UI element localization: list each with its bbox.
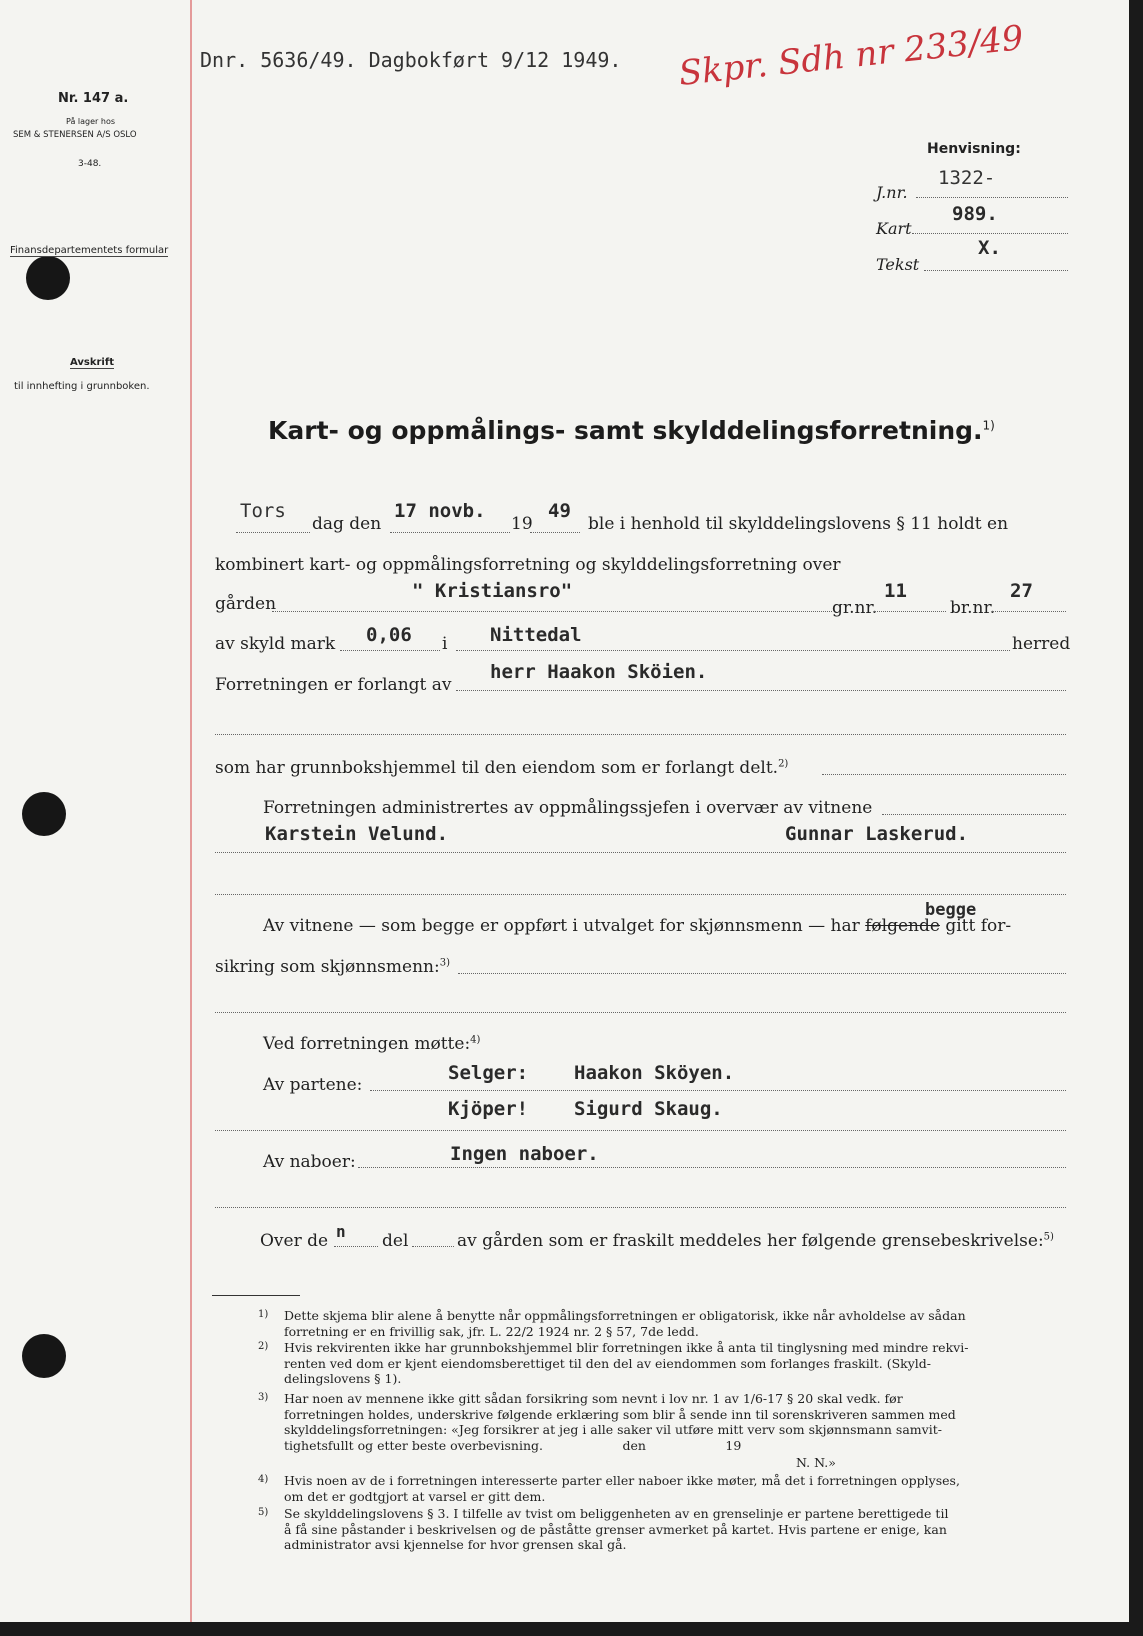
scan-edge-right	[1129, 0, 1143, 1636]
kart-label: Kart	[876, 219, 912, 238]
struck-word: følgende	[865, 916, 940, 936]
buyer-name: Sigurd Skaug.	[574, 1098, 723, 1120]
footnote-3: Har noen av mennene ikke gitt sådan forsikring som nevnt i lov nr. 1 av 1/6-17 § 20 skal vedk. før forretningen holdes, underskrive følgende erklæring som blir å sende inn til sorenskriveren sammen med skylddelingsforretningen: «Jeg forsikrer at jeg i alle saker vil utføre mitt verv som skjønnsmann samvit- tighetsfullt og etter beste overbevisning. den 19	[284, 1391, 956, 1453]
punch-hole	[22, 1334, 66, 1378]
jnr-value: 1322-	[938, 167, 996, 189]
over-text-a: Over de	[260, 1231, 329, 1251]
footnote-4: Hvis noen av de i forretningen interesserte parter eller naboer ikke møter, må det i forretningen opplyses, om det er godtgjort at varsel er gitt dem.	[284, 1473, 960, 1504]
garden-label: gården	[215, 594, 277, 614]
century-label: 19	[511, 514, 533, 534]
over-handwritten: n	[336, 1222, 346, 1241]
handwritten-reference: Skpr. Sdh nr 233/49	[676, 18, 1026, 94]
over-text-c: av gården som er fraskilt meddeles her følgende grensebeskrivelse:$^{5)}$	[457, 1231, 1054, 1251]
witness-1: Karstein Velund.	[265, 823, 449, 845]
skyld-value: 0,06	[366, 624, 412, 646]
scan-edge-bottom	[0, 1622, 1143, 1636]
skyld-label: av skyld mark	[215, 634, 336, 654]
grnr-label: gr.nr.	[832, 598, 878, 618]
punch-hole	[26, 256, 70, 300]
kart-value: 989.	[952, 203, 998, 225]
footnote-number: 5)	[258, 1507, 269, 1518]
dag-den-label: dag den	[312, 514, 382, 534]
tekst-label: Tekst	[876, 255, 920, 274]
footnote-1: Dette skjema blir alene å benytte når oppmålingsforretningen er obligatorisk, ikke når avholdelse av sådan forretning er en frivillig sak, jfr. L. 22/2 1924 nr. 2 § 57, 7de ledd.	[284, 1308, 966, 1339]
footnote-number: 2)	[258, 1341, 269, 1352]
seller-label: Selger:	[448, 1062, 529, 1084]
garden-value: " Kristiansro"	[412, 580, 573, 602]
margin-rule	[190, 0, 192, 1636]
form-number: Nr. 147 a.	[58, 91, 129, 106]
hjemmel-text: som har grunnbokshjemmel til den eiendom som er forlangt delt.$^{2)}$	[215, 758, 789, 778]
footnote-5: Se skylddelingslovens § 3. I tilfelle av tvist om beliggenheten av en grenselinje er partene berettigede til å få sine påstander i beskrivelsen og de påståtte grenser avmerket på kartet. Hvis partene er enige, kan administrator avsi kjennelse for hvor grensen skal gå.	[284, 1506, 949, 1552]
herred-value: Nittedal	[490, 624, 582, 646]
copy-label: Avskrift	[70, 357, 114, 368]
punch-hole	[22, 792, 66, 836]
weekday-value: Tors	[240, 500, 286, 522]
copy-purpose: til innhefting i grunnboken.	[14, 381, 150, 392]
date-value: 17 novb.	[394, 500, 486, 522]
inserted-word: begge	[925, 900, 977, 920]
over-text-b: del	[382, 1231, 409, 1251]
footnote-number: 3)	[258, 1392, 269, 1403]
document-title: Kart- og oppmålings- samt skylddelingsforretning.$^{1)}$	[268, 416, 995, 445]
publisher-line: På lager hos	[66, 117, 115, 126]
buyer-label: Kjöper!	[448, 1098, 529, 1120]
seller-name: Haakon Sköyen.	[574, 1062, 735, 1084]
witness-2: Gunnar Laskerud.	[785, 823, 969, 845]
footnote-3-signature: N. N.»	[796, 1455, 836, 1470]
footnote-separator	[212, 1295, 300, 1296]
line-kombinert: kombinert kart- og oppmålingsforretning og skylddelingsforretning over	[215, 555, 841, 575]
parter-label: Av partene:	[263, 1075, 363, 1095]
footnote-2: Hvis rekvirenten ikke har grunnbokshjemmel blir forretningen ikke å anta til tinglysning med mindre rekvi- renten ved dom er kjent eiendomsberettiget til den del av eiendommen som forlanges fraskilt. (Skyld- delingslovens § 1).	[284, 1340, 969, 1386]
ministry-form-label: Finansdepartementets formular	[10, 245, 169, 256]
reference-label: Henvisning:	[927, 141, 1021, 157]
requested-label: Forretningen er forlangt av	[215, 675, 452, 695]
footnote-number: 4)	[258, 1474, 269, 1485]
mote-text: Ved forretningen møtte:$^{4)}$	[263, 1034, 481, 1054]
brnr-label: br.nr.	[950, 598, 996, 618]
typed-reference: Dnr. 5636/49. Dagbokført 9/12 1949.	[200, 48, 622, 72]
date-code: 3-48.	[78, 159, 102, 169]
naboer-label: Av naboer:	[263, 1152, 356, 1172]
tekst-value: X.	[978, 237, 1001, 259]
requested-value: herr Haakon Sköien.	[490, 661, 708, 683]
i-label: i	[442, 634, 448, 654]
intro-text: ble i henhold til skylddelingslovens § 11 holdt en	[588, 514, 1009, 534]
footnote-number: 1)	[258, 1309, 269, 1320]
year-value: 49	[548, 500, 571, 522]
admin-text: Forretningen administrertes av oppmålingssjefen i overvær av vitnene	[263, 798, 873, 818]
brnr-value: 27	[1010, 580, 1033, 602]
grnr-value: 11	[884, 580, 907, 602]
herred-label: herred	[1012, 634, 1071, 654]
forsikring-text: sikring som skjønnsmenn:$^{3)}$	[215, 957, 450, 977]
publisher-name: SEM & STENERSEN A/S OSLO	[13, 130, 137, 140]
naboer-value: Ingen naboer.	[450, 1143, 599, 1165]
jnr-label: J.nr.	[876, 183, 908, 202]
vitner-text: Av vitnene — som begge er oppført i utvalget for skjønnsmenn — har følgende gitt for-	[263, 916, 1012, 936]
